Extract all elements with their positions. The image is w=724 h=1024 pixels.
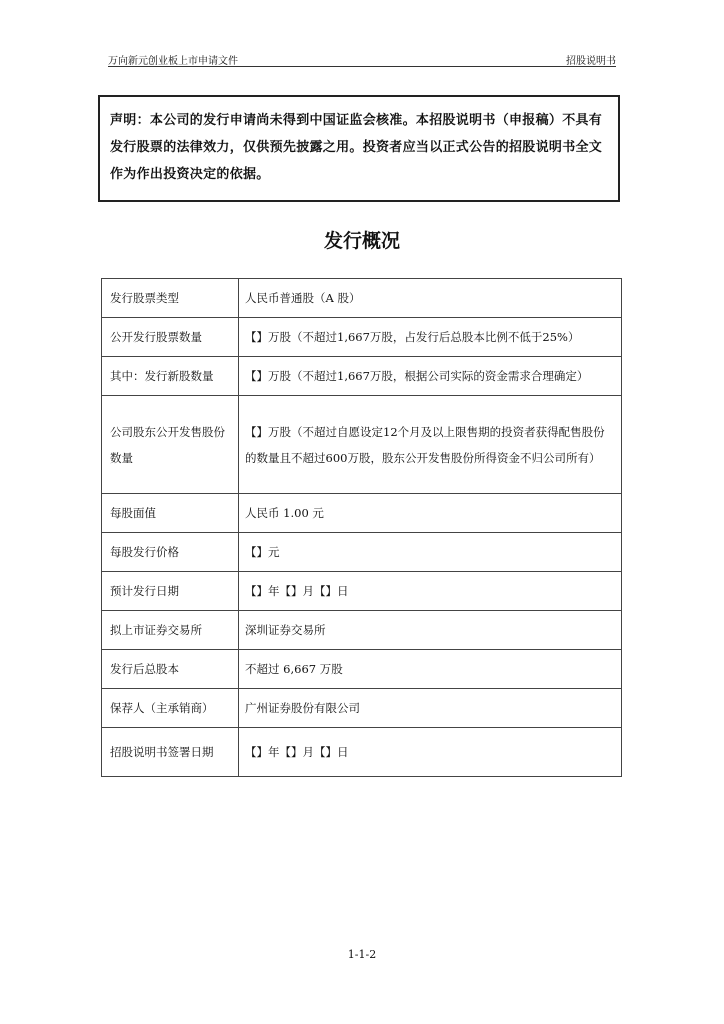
row-label: 招股说明书签署日期 [102,728,239,777]
row-value: 不超过 6,667 万股 [239,650,622,689]
table-row [102,533,622,572]
row-value: 人民币普通股（A 股） [239,279,622,318]
table-row [102,611,622,650]
row-value: 人民币 1.00 元 [239,494,622,533]
header-document-name: 万向新元创业板上市申请文件 [108,56,238,67]
page-title: 发行概况 [323,230,400,252]
table-row [102,318,622,357]
table-row [102,728,622,777]
row-value: 广州证券股份有限公司 [239,689,622,728]
row-label: 每股发行价格 [102,533,239,572]
page-header [108,50,616,67]
table-row [102,396,622,494]
row-value: 【】年【】月【】日 [239,572,622,611]
table-row [102,650,622,689]
row-value: 【】元 [239,533,622,572]
header-document-type: 招股说明书 [566,56,616,67]
table-row [102,689,622,728]
offering-overview-table [101,278,622,777]
table-row [102,572,622,611]
row-label: 拟上市证券交易所 [102,611,239,650]
row-label: 公开发行股票数量 [102,318,239,357]
page-number: 1-1-2 [347,948,377,961]
row-label: 每股面值 [102,494,239,533]
row-label: 公司股东公开发售股份数量 [102,396,239,494]
row-label: 发行股票类型 [102,279,239,318]
table-row [102,279,622,318]
row-value: 【】万股（不超过1,667万股，根据公司实际的资金需求合理确定） [239,357,622,396]
row-label: 保荐人（主承销商） [102,689,239,728]
table-row [102,494,622,533]
row-label: 其中：发行新股数量 [102,357,239,396]
disclaimer-notice: 声明：本公司的发行申请尚未得到中国证监会核准。本招股说明书（申报稿）不具有发行股票的法律效力，仅供预先披露之用。投资者应当以正式公告的招股说明书全文作为作出投资决定的依据。 [98,95,620,202]
row-label: 发行后总股本 [102,650,239,689]
table-row [102,357,622,396]
row-value: 【】年【】月【】日 [239,728,622,777]
row-value: 【】万股（不超过1,667万股，占发行后总股本比例不低于25%） [239,318,622,357]
row-value: 深圳证券交易所 [239,611,622,650]
row-label: 预计发行日期 [102,572,239,611]
row-value: 【】万股（不超过自愿设定12个月及以上限售期的投资者获得配售股份的数量且不超过600万股，股东公开发售股份所得资金不归公司所有） [239,396,622,494]
